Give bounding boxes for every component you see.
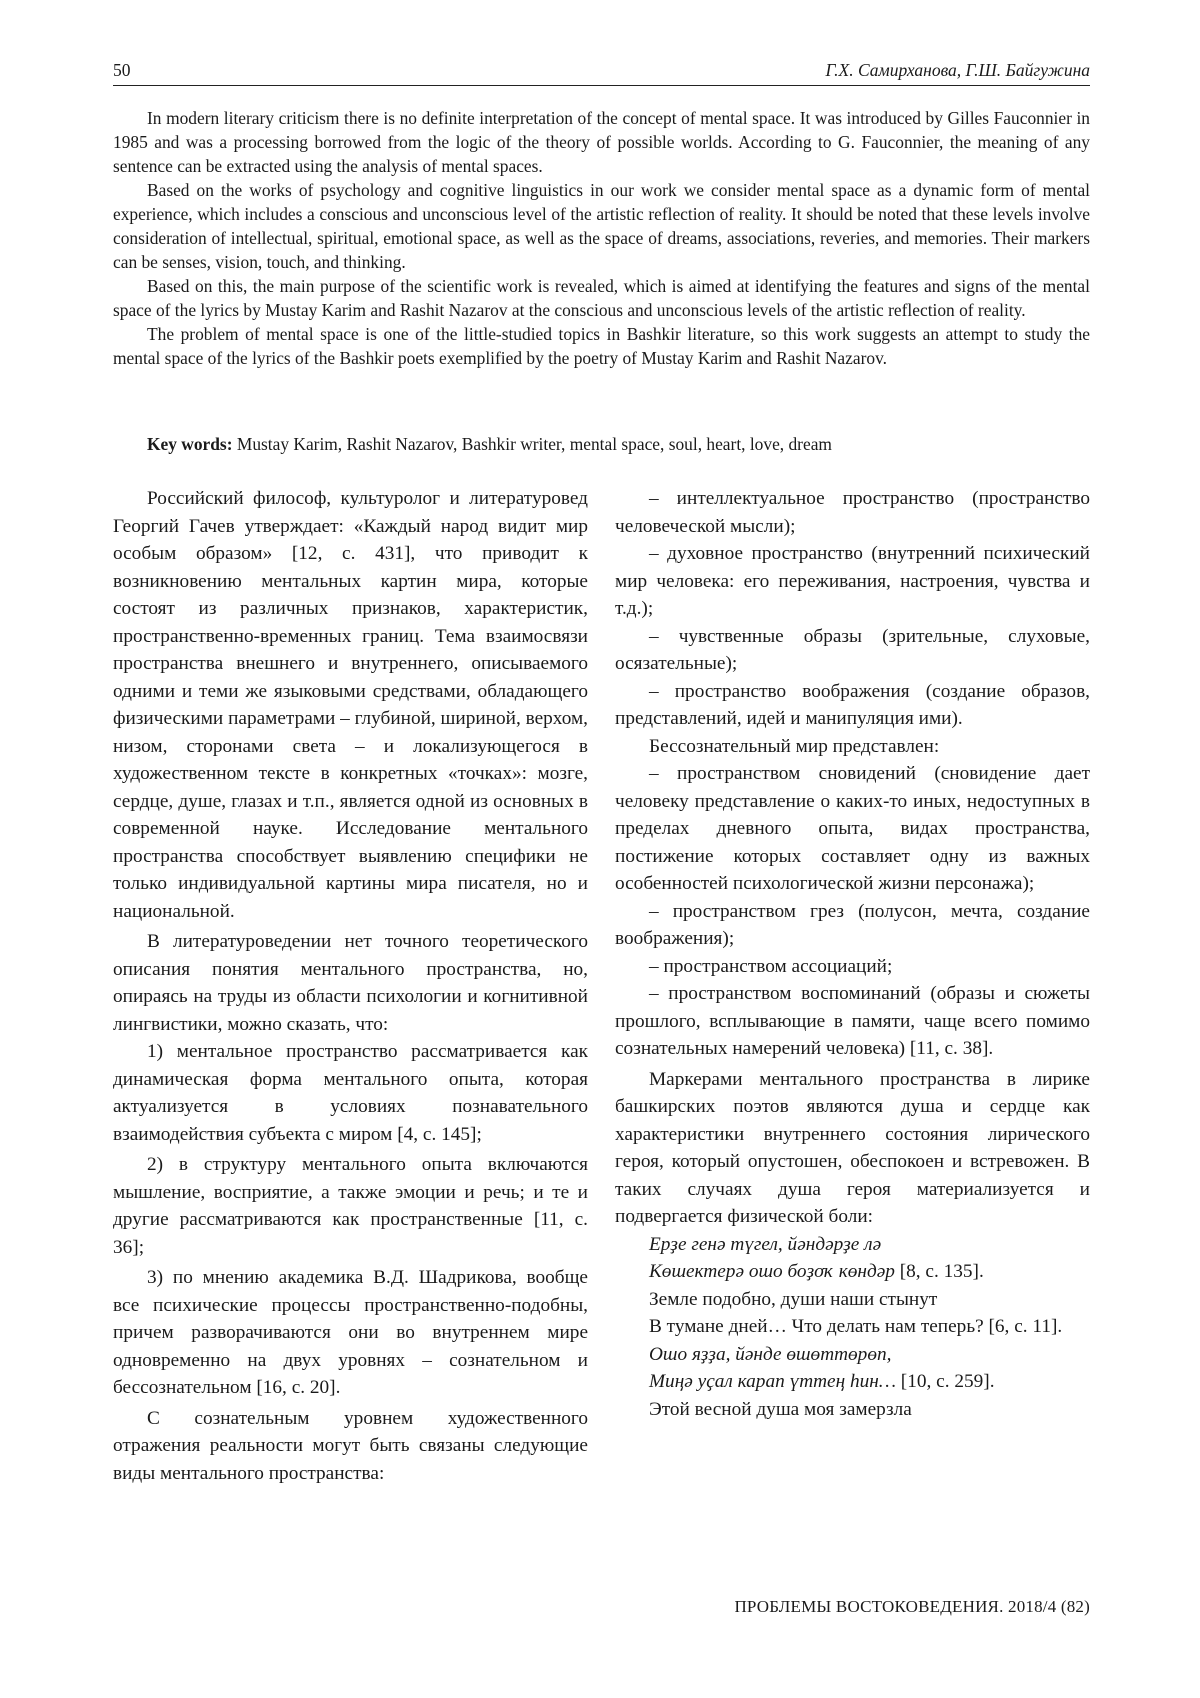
list-item: – интеллектуальное пространство (пространство человеческой мысли);	[615, 488, 1090, 537]
poem-text: Көшектерә ошо боҙоҡ көндәр	[649, 1261, 895, 1282]
list-item: 2) в структуру ментального опыта включаются мышление, восприятие, а также эмоции и речь; и те и другие рассматриваются как пространственные [11, с. 36];	[113, 1154, 588, 1258]
translation-line: В тумане дней… Что делать нам теперь? [6, с. 11].	[649, 1316, 1063, 1337]
poem-line	[615, 1231, 1090, 1259]
body-paragraph: С сознательным уровнем художественного отражения реальности могут быть связаны следующие виды ментального пространства:	[113, 1407, 588, 1484]
header-rule	[113, 85, 1090, 86]
header-authors: Г.Х. Самирханова, Г.Ш. Байгужина	[825, 60, 1090, 80]
translation-line: Земле подобно, души наши стынут	[649, 1288, 938, 1310]
body-paragraph: Бессознательный мир представлен:	[649, 735, 940, 757]
poem-line	[615, 1341, 1090, 1369]
list-item: – пространством сновидений (сновидение дает человеку представление о каких-то иных, недоступных в пределах дневного опыта, видах пространства, постижение которых составляет одну из важных особенностей психологической жизни персонажа);	[615, 763, 1090, 894]
list-item: 1) ментальное пространство рассматривается как динамическая форма ментального опыта, которая актуализуется в условиях познавательного взаимодействия субъекта с миром [4, с. 145];	[113, 1041, 588, 1145]
body-paragraph: Маркерами ментального пространства в лирике башкирских поэтов являются душа и сердце как характеристики внутреннего состояния лирического героя, который опустошен, обеспокоен и встревожен. В таких случаях душа героя материализуется и подвергается физической боли:	[615, 1068, 1090, 1227]
citation: [8, с. 135].	[894, 1261, 984, 1282]
abstract-paragraph: In modern literary criticism there is no definite interpretation of the concept of mental space. It was introduced by Gilles Fauconnier in 1985 and was a processing borrowed from the logic of the theory of possible worlds. According to G. Fauconnier, the meaning of any sentence can be extracted using the analysis of mental spaces.	[113, 108, 1090, 176]
abstract-paragraph: Based on this, the main purpose of the scientific work is revealed, which is aimed at identifying the features and signs of the mental space of the lyrics by Mustay Karim and Rashit Nazarov at the conscious and unconscious levels of the artistic reflection of reality.	[113, 276, 1090, 320]
poem-line	[615, 1368, 1090, 1396]
keywords-text: Mustay Karim, Rashit Nazarov, Bashkir writer, mental space, soul, heart, love, dream	[236, 434, 832, 454]
poem-text: Миңә уҫал карап үттең һин…	[649, 1371, 896, 1392]
journal-footer: ПРОБЛЕМЫ ВОСТОКОВЕДЕНИЯ. 2018/4 (82)	[734, 1597, 1090, 1616]
list-item: – чувственные образы (зрительные, слуховые, осязательные);	[615, 625, 1090, 674]
right-column	[615, 485, 1090, 1423]
abstract-paragraph: Based on the works of psychology and cognitive linguistics in our work we consider mental space as a dynamic form of mental experience, which includes a conscious and unconscious level of the artistic reflection of reality. It should be noted that these levels involve consideration of intellectual, spiritual, emotional space, as well as the space of dreams, associations, reveries, and memories. Their markers can be senses, vision, touch, and thinking.	[113, 180, 1090, 272]
keywords	[147, 432, 1090, 456]
list-item: – пространством грез (полусон, мечта, создание воображения);	[615, 900, 1090, 949]
list-item: – пространством ассоциаций;	[649, 955, 893, 977]
list-item: – пространством воспоминаний (образы и сюжеты прошлого, всплывающие в памяти, чаще всего помимо сознательных намерений человека) [11, с. 38].	[615, 983, 1090, 1059]
running-header	[113, 58, 1090, 82]
page-number: 50	[113, 60, 131, 80]
abstract	[113, 106, 1090, 370]
list-item: 3) по мнению академика В.Д. Шадрикова, вообще все психические процессы пространственно-подобны, причем разворачиваются они во внутреннем мире одновременно на двух уровнях – сознательном и бессознательном [16, с. 20].	[113, 1267, 588, 1398]
left-column	[113, 485, 588, 1487]
body-paragraph: Российский философ, культуролог и литературовед Георгий Гачев утверждает: «Каждый народ видит мир особым образом» [12, с. 431], что приводит к возникновению ментальных картин мира, которые состоят из различных признаков, характеристик, пространственно-временных границ. Тема взаимосвязи пространства внешнего и внутреннего, описываемого одними и теми же языковыми средствами, обладающего физическими параметрами – глубиной, шириной, верхом, низом, сторонами света – и локализующегося в художественном тексте в конкретных «точках»: мозге, сердце, душе, глазах и т.п., является одной из основных в современной науке. Исследование ментального пространства способствует выявлению специфики не только индивидуальной картины мира писателя, но и национальной.	[113, 488, 588, 922]
poem-text: Ерҙе генә түгел, йәндәрҙе лә	[649, 1233, 882, 1255]
translation-line: Этой весной душа моя замерзла	[649, 1398, 912, 1420]
list-item: – духовное пространство (внутренний психический мир человека: его переживания, настроения, чувства и т.д.);	[615, 543, 1090, 619]
abstract-paragraph: The problem of mental space is one of the little-studied topics in Bashkir literature, so this work suggests an attempt to study the mental space of the lyrics of the Bashkir poets exemplified by the poetry of Mustay Karim and Rashit Nazarov.	[113, 324, 1090, 368]
poem-text: Ошо яҙҙа, йәнде өшөттөрөп,	[649, 1343, 892, 1365]
list-item: – пространство воображения (создание образов, представлений, идей и манипуляция ими).	[615, 680, 1090, 729]
citation: [10, с. 259].	[895, 1371, 995, 1392]
poem-line	[615, 1258, 1090, 1286]
body-paragraph: В литературоведении нет точного теоретического описания понятия ментального пространства, но, опираясь на труды из области психологии и когнитивной лингвистики, можно сказать, что:	[113, 931, 588, 1035]
keywords-label: Key words:	[147, 434, 233, 454]
